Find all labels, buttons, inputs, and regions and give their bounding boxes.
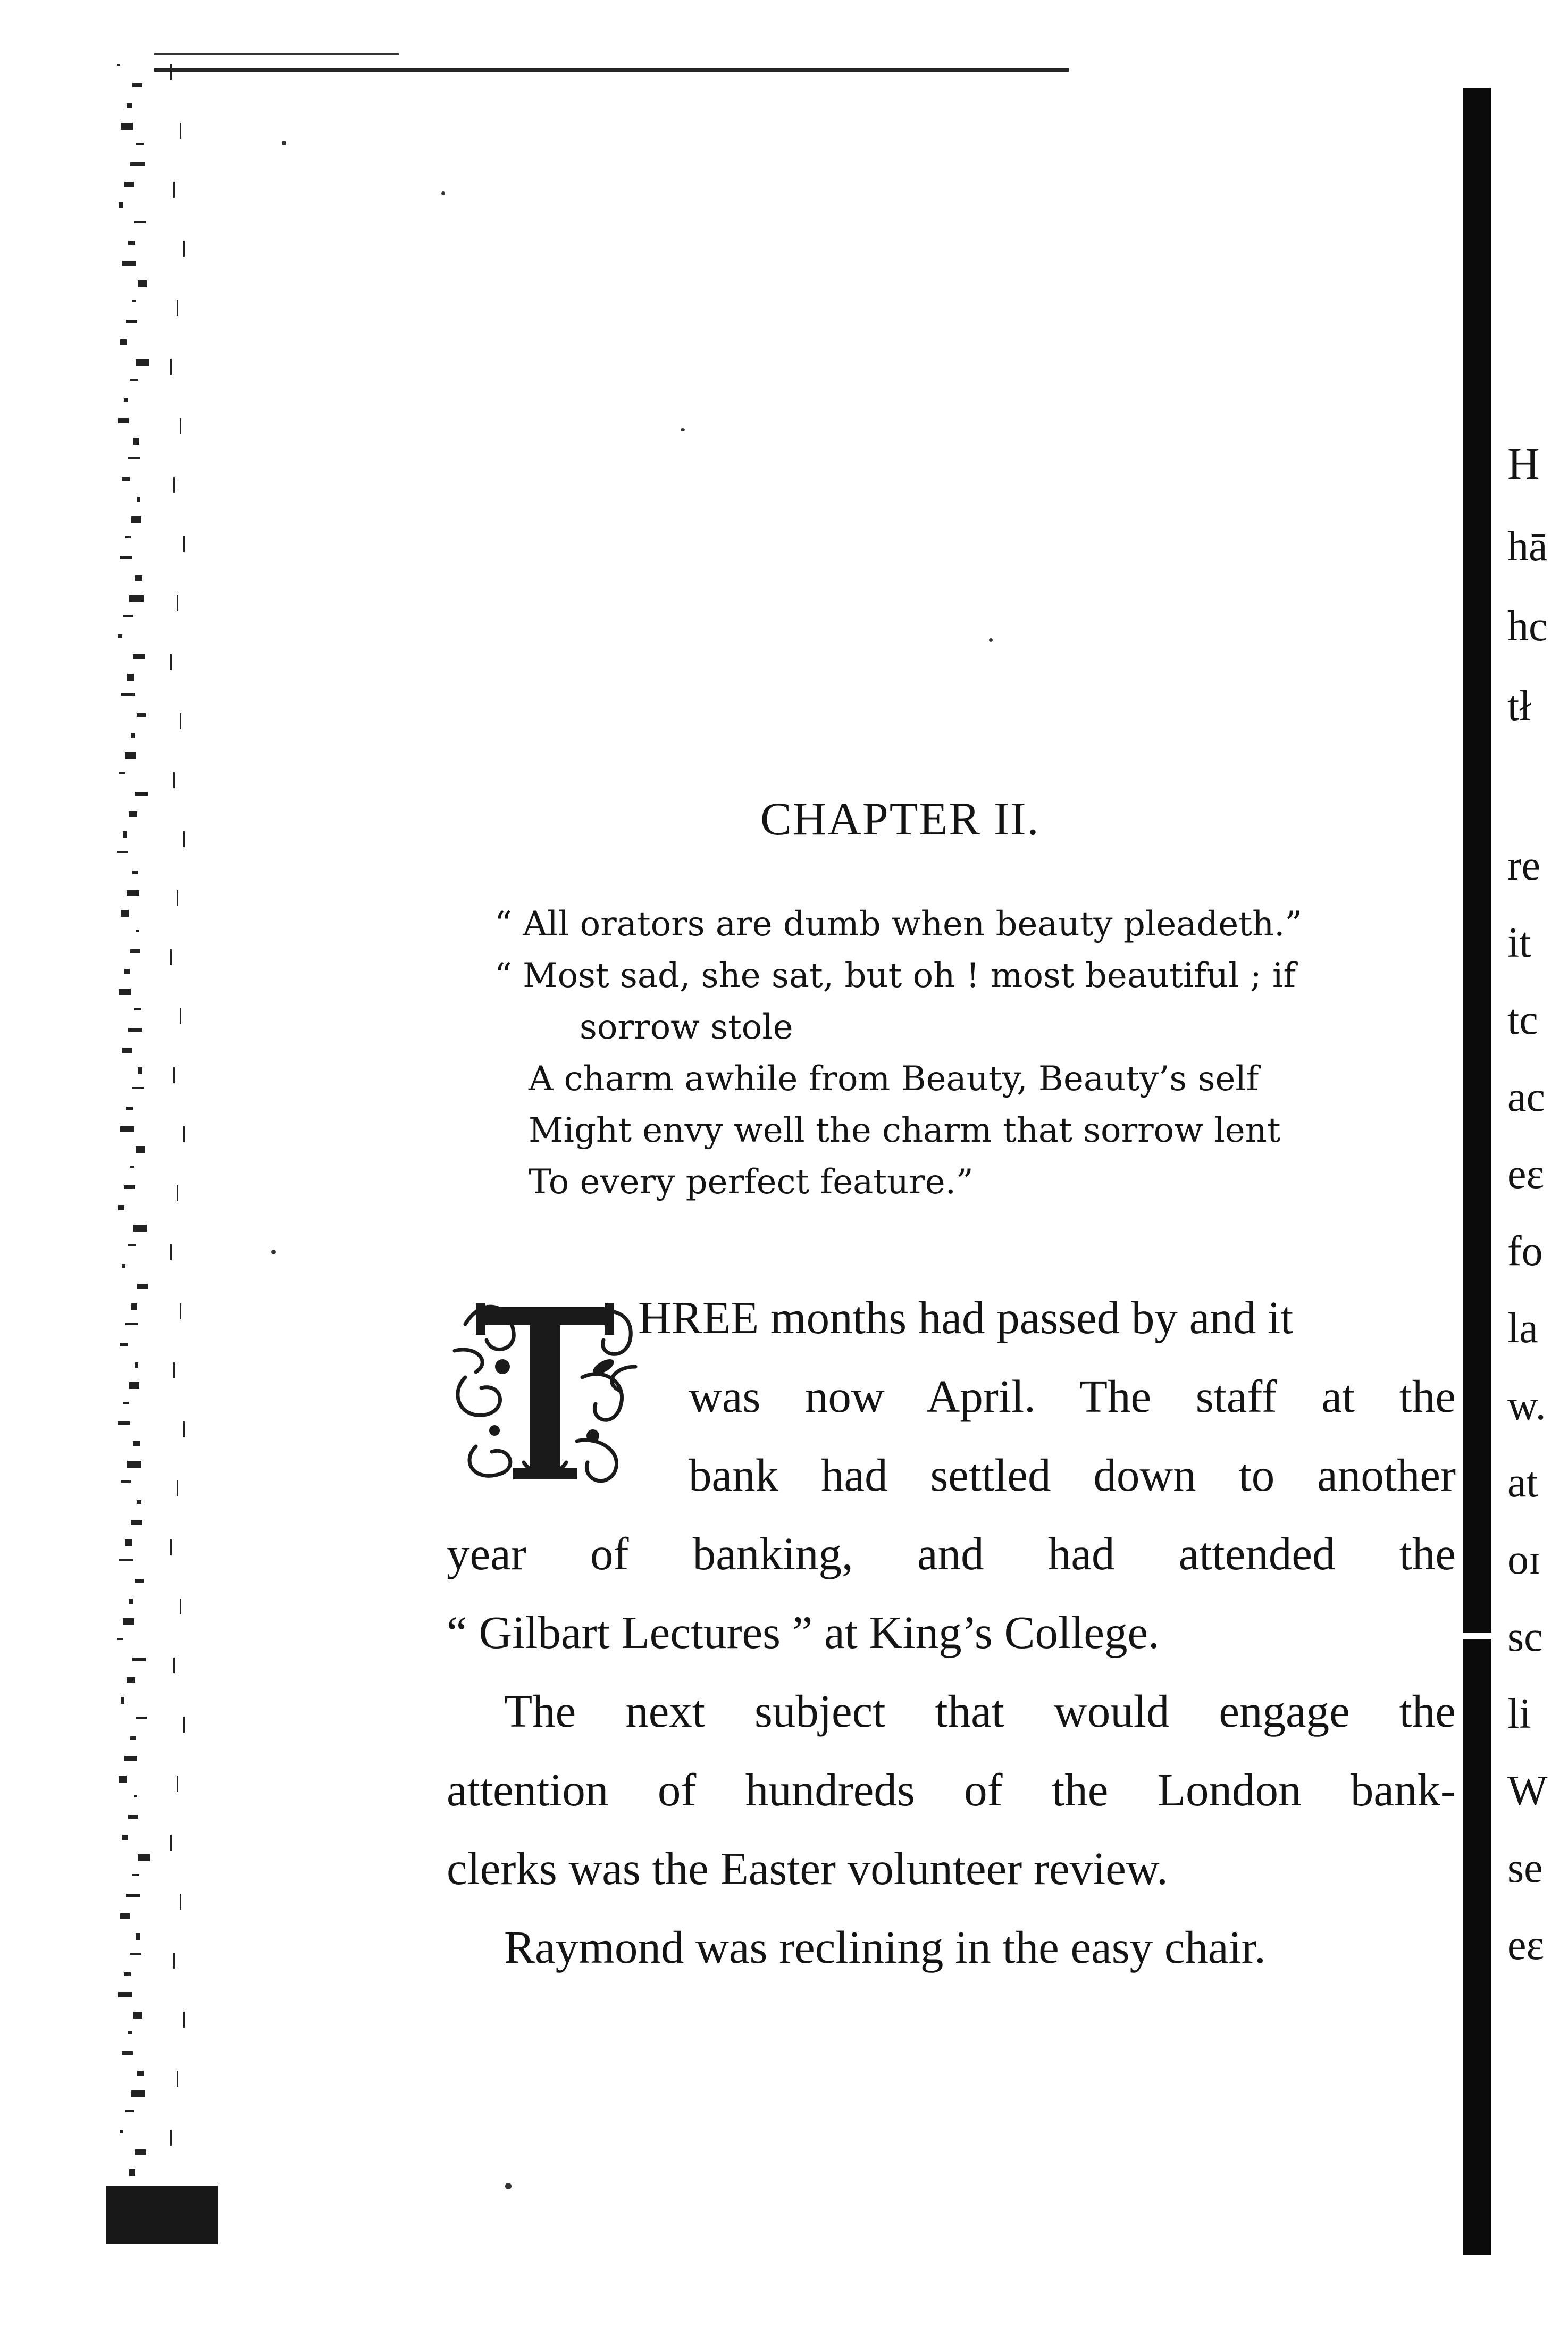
gutter-line bbox=[170, 654, 172, 670]
gutter-mark bbox=[131, 733, 135, 738]
gutter-line bbox=[180, 713, 181, 729]
gutter-mark bbox=[130, 1736, 136, 1740]
gutter-line bbox=[180, 123, 181, 139]
facing-page-fragment: se bbox=[1507, 1845, 1543, 1892]
gutter-line bbox=[170, 1835, 172, 1851]
gutter-mark bbox=[121, 123, 133, 130]
gutter-mark bbox=[133, 438, 139, 445]
gutter-line bbox=[170, 64, 172, 80]
gutter-mark bbox=[127, 1677, 135, 1683]
epigraph-line: A charm awhile from Beauty, Beauty’s self bbox=[529, 1059, 1259, 1099]
gutter-line bbox=[180, 1599, 181, 1614]
gutter-mark bbox=[128, 1244, 136, 1246]
gutter-mark bbox=[133, 2012, 142, 2019]
gutter-mark bbox=[126, 320, 137, 323]
gutter-line bbox=[173, 1362, 175, 1378]
facing-page-fragment: la bbox=[1507, 1305, 1538, 1352]
facing-page-fragment: oɪ bbox=[1507, 1536, 1541, 1583]
gutter-mark bbox=[123, 831, 127, 838]
gutter-mark bbox=[131, 2090, 145, 2097]
gutter-mark bbox=[135, 1362, 138, 1368]
gutter-line bbox=[183, 1126, 185, 1142]
facing-page-fragment: li bbox=[1507, 1691, 1531, 1737]
facing-page-fragment: hc bbox=[1507, 603, 1548, 650]
gutter-line bbox=[177, 1185, 178, 1201]
gutter-mark bbox=[135, 792, 148, 796]
gutter-line bbox=[173, 477, 175, 493]
gutter-line bbox=[183, 241, 185, 257]
gutter-mark bbox=[123, 1618, 134, 1625]
top-rule bbox=[154, 68, 1069, 72]
gutter-mark bbox=[124, 969, 130, 974]
gutter-mark bbox=[118, 634, 122, 638]
facing-page-fragment: at bbox=[1507, 1459, 1538, 1506]
gutter-mark bbox=[119, 1559, 133, 1561]
gutter-mark bbox=[130, 1166, 134, 1168]
gutter-mark bbox=[129, 595, 144, 602]
gutter-mark bbox=[130, 162, 145, 166]
gutter-mark bbox=[128, 1028, 142, 1032]
gutter-mark bbox=[119, 202, 123, 208]
gutter-line bbox=[170, 359, 172, 375]
gutter-line bbox=[177, 2071, 178, 2087]
scan-speck bbox=[441, 191, 445, 195]
gutter-mark bbox=[134, 1795, 137, 1797]
gutter-mark bbox=[132, 1874, 139, 1876]
gutter-mark bbox=[120, 556, 132, 559]
gutter-line bbox=[183, 536, 185, 552]
gutter-mark bbox=[128, 457, 140, 459]
scan-speck bbox=[989, 638, 993, 642]
gutter-mark bbox=[127, 1461, 141, 1468]
gutter-mark bbox=[133, 654, 145, 659]
scan-speck bbox=[681, 428, 685, 431]
facing-page-fragment: fo bbox=[1507, 1228, 1543, 1275]
epigraph bbox=[494, 899, 1430, 1208]
gutter-line bbox=[180, 1008, 181, 1024]
gutter-mark bbox=[133, 1441, 140, 1446]
gutter-line bbox=[170, 1244, 172, 1260]
gutter-mark bbox=[136, 1146, 145, 1153]
gutter-mark bbox=[131, 516, 141, 523]
gutter-mark bbox=[125, 1539, 132, 1546]
gutter-mark bbox=[136, 930, 139, 932]
gutter-mark bbox=[132, 300, 136, 302]
gutter-mark bbox=[127, 674, 134, 681]
gutter-mark bbox=[124, 1185, 135, 1189]
body-line: Raymond was reclining in the easy chair. bbox=[504, 1921, 1266, 1973]
facing-page-fragment: re bbox=[1507, 842, 1541, 889]
epigraph-line: Might envy well the charm that sorrow lent bbox=[529, 1111, 1281, 1150]
gutter-mark bbox=[120, 339, 127, 345]
epigraph-line: “ Most sad, she sat, but oh ! most beautiful ; if bbox=[494, 956, 1296, 995]
gutter-mark bbox=[128, 2031, 132, 2034]
binding-gutter bbox=[106, 48, 213, 2308]
gutter-mark bbox=[136, 359, 149, 366]
gutter-mark bbox=[131, 1520, 142, 1525]
gutter-mark bbox=[129, 2169, 135, 2176]
facing-page-fragment: ac bbox=[1507, 1074, 1546, 1120]
gutter-mark bbox=[130, 1953, 141, 1955]
gutter-mark bbox=[125, 536, 131, 538]
gutter-mark bbox=[129, 811, 137, 817]
facing-page-fragment: tc bbox=[1507, 997, 1538, 1043]
gutter-line bbox=[177, 595, 178, 611]
binding-gutter-foot bbox=[106, 2186, 218, 2244]
gutter-mark bbox=[122, 1835, 128, 1840]
gutter-mark bbox=[122, 261, 136, 266]
gutter-mark bbox=[129, 1599, 133, 1604]
gutter-line bbox=[173, 1953, 175, 1969]
gutter-mark bbox=[124, 1972, 131, 1976]
gutter-mark bbox=[122, 477, 130, 481]
epigraph-line: To every perfect feature.” bbox=[529, 1162, 974, 1202]
gutter-line bbox=[170, 1539, 172, 1555]
gutter-mark bbox=[120, 2130, 123, 2133]
gutter-mark bbox=[137, 1500, 141, 1504]
gutter-mark bbox=[134, 221, 146, 223]
gutter-line bbox=[177, 1776, 178, 1792]
gutter-line bbox=[177, 300, 178, 316]
gutter-mark bbox=[138, 1854, 150, 1861]
gutter-mark bbox=[124, 398, 128, 402]
gutter-mark bbox=[136, 1717, 147, 1719]
gutter-line bbox=[183, 1717, 185, 1733]
gutter-line bbox=[180, 1894, 181, 1910]
gutter-mark bbox=[118, 418, 129, 423]
gutter-mark bbox=[123, 615, 133, 617]
body-line: bank had settled down to another bbox=[689, 1449, 1456, 1501]
gutter-line bbox=[183, 831, 185, 847]
gutter-line bbox=[173, 1067, 175, 1083]
body-line: HREE months had passed by and it bbox=[638, 1292, 1294, 1343]
facing-page-fragment: w. bbox=[1507, 1382, 1546, 1429]
gutter-mark bbox=[118, 1205, 124, 1210]
gutter-mark bbox=[121, 1697, 124, 1704]
facing-page-fragment: H bbox=[1507, 439, 1540, 489]
gutter-mark bbox=[137, 713, 146, 717]
gutter-mark bbox=[118, 1421, 130, 1425]
gutter-mark bbox=[130, 379, 138, 381]
epigraph-line: sorrow stole bbox=[580, 1008, 793, 1047]
gutter-mark bbox=[129, 1382, 139, 1389]
gutter-mark bbox=[132, 83, 142, 87]
body-line: attention of hundreds of the London bank- bbox=[447, 1764, 1456, 1815]
gutter-mark bbox=[121, 1480, 131, 1483]
body-line: was now April. The staff at the bbox=[689, 1370, 1456, 1422]
gutter-mark bbox=[117, 1638, 123, 1640]
body-line: “ Gilbart Lectures ” at King’s College. bbox=[447, 1606, 1160, 1658]
gutter-mark bbox=[122, 1048, 132, 1053]
gutter-mark bbox=[120, 1913, 130, 1919]
gutter-mark bbox=[132, 1087, 144, 1089]
gutter-mark bbox=[123, 1402, 129, 1404]
gutter-line bbox=[170, 2130, 172, 2146]
gutter-mark bbox=[136, 1933, 140, 1940]
gutter-mark bbox=[136, 143, 144, 145]
ornamental-drop-cap bbox=[444, 1287, 646, 1489]
epigraph-line: “ All orators are dumb when beauty pleadeth.” bbox=[494, 905, 1303, 944]
gutter-line bbox=[173, 772, 175, 788]
gutter-mark bbox=[124, 1756, 137, 1761]
gutter-line bbox=[177, 890, 178, 906]
gutter-mark bbox=[119, 989, 131, 995]
gutter-mark bbox=[118, 1992, 132, 1997]
gutter-mark bbox=[127, 890, 139, 896]
scan-speck bbox=[271, 1250, 276, 1254]
gutter-mark bbox=[120, 1343, 128, 1346]
gutter-mark bbox=[122, 1264, 125, 1268]
gutter-mark bbox=[137, 2071, 144, 2076]
facing-page-fragment: eɛ bbox=[1507, 1151, 1545, 1198]
gutter-mark bbox=[138, 280, 147, 287]
gutter-line bbox=[180, 1303, 181, 1319]
gutter-line bbox=[177, 1480, 178, 1496]
gutter-line bbox=[170, 949, 172, 965]
gutter-mark bbox=[125, 2110, 134, 2112]
facing-page-fragment: tł bbox=[1507, 683, 1531, 730]
gutter-line bbox=[173, 182, 175, 198]
gutter-mark bbox=[134, 1008, 141, 1010]
gutter-mark bbox=[131, 1303, 137, 1310]
gutter-mark bbox=[126, 1894, 140, 1897]
page-divider-notch bbox=[1459, 1633, 1496, 1639]
gutter-line bbox=[173, 1658, 175, 1673]
gutter-mark bbox=[125, 1323, 138, 1325]
scan-speck bbox=[282, 141, 286, 145]
gutter-mark bbox=[138, 1067, 142, 1074]
gutter-line bbox=[183, 1421, 185, 1437]
body-line: clerks was the Easter volunteer review. bbox=[447, 1843, 1168, 1894]
gutter-mark bbox=[130, 949, 140, 953]
gutter-mark bbox=[117, 851, 128, 853]
gutter-mark bbox=[127, 103, 132, 108]
gutter-mark bbox=[119, 772, 125, 774]
gutter-mark bbox=[137, 1284, 148, 1289]
gutter-mark bbox=[135, 575, 142, 581]
gutter-mark bbox=[121, 910, 129, 917]
facing-page-fragment: sc bbox=[1507, 1613, 1543, 1660]
body-line: year of banking, and had attended the bbox=[447, 1528, 1456, 1579]
gutter-mark bbox=[120, 1126, 134, 1132]
gutter-mark bbox=[137, 497, 140, 502]
facing-page-fragment: hā bbox=[1507, 523, 1548, 570]
facing-page-fragment: W bbox=[1507, 1768, 1548, 1814]
body-line: The next subject that would engage the bbox=[504, 1685, 1456, 1737]
gutter-mark bbox=[119, 1776, 127, 1783]
gutter-mark bbox=[117, 64, 120, 66]
gutter-mark bbox=[132, 1658, 146, 1661]
gutter-mark bbox=[124, 182, 134, 187]
gutter-mark bbox=[135, 1579, 144, 1583]
gutter-mark bbox=[128, 1815, 138, 1819]
gutter-line bbox=[180, 418, 181, 434]
page-divider-shadow bbox=[1463, 88, 1491, 2255]
facing-page-fragment: eɛ bbox=[1507, 1922, 1545, 1969]
gutter-mark bbox=[132, 871, 138, 874]
gutter-mark bbox=[125, 752, 136, 759]
gutter-mark bbox=[121, 693, 135, 696]
gutter-mark bbox=[128, 241, 135, 245]
gutter-mark bbox=[122, 2051, 133, 2055]
chapter-heading: CHAPTER II. bbox=[760, 793, 1040, 845]
gutter-mark bbox=[126, 1107, 133, 1110]
facing-page-fragment: it bbox=[1507, 919, 1531, 966]
scan-speck bbox=[505, 2183, 512, 2189]
gutter-mark bbox=[133, 1225, 147, 1232]
gutter-line bbox=[183, 2012, 185, 2028]
gutter-mark bbox=[135, 2149, 146, 2155]
